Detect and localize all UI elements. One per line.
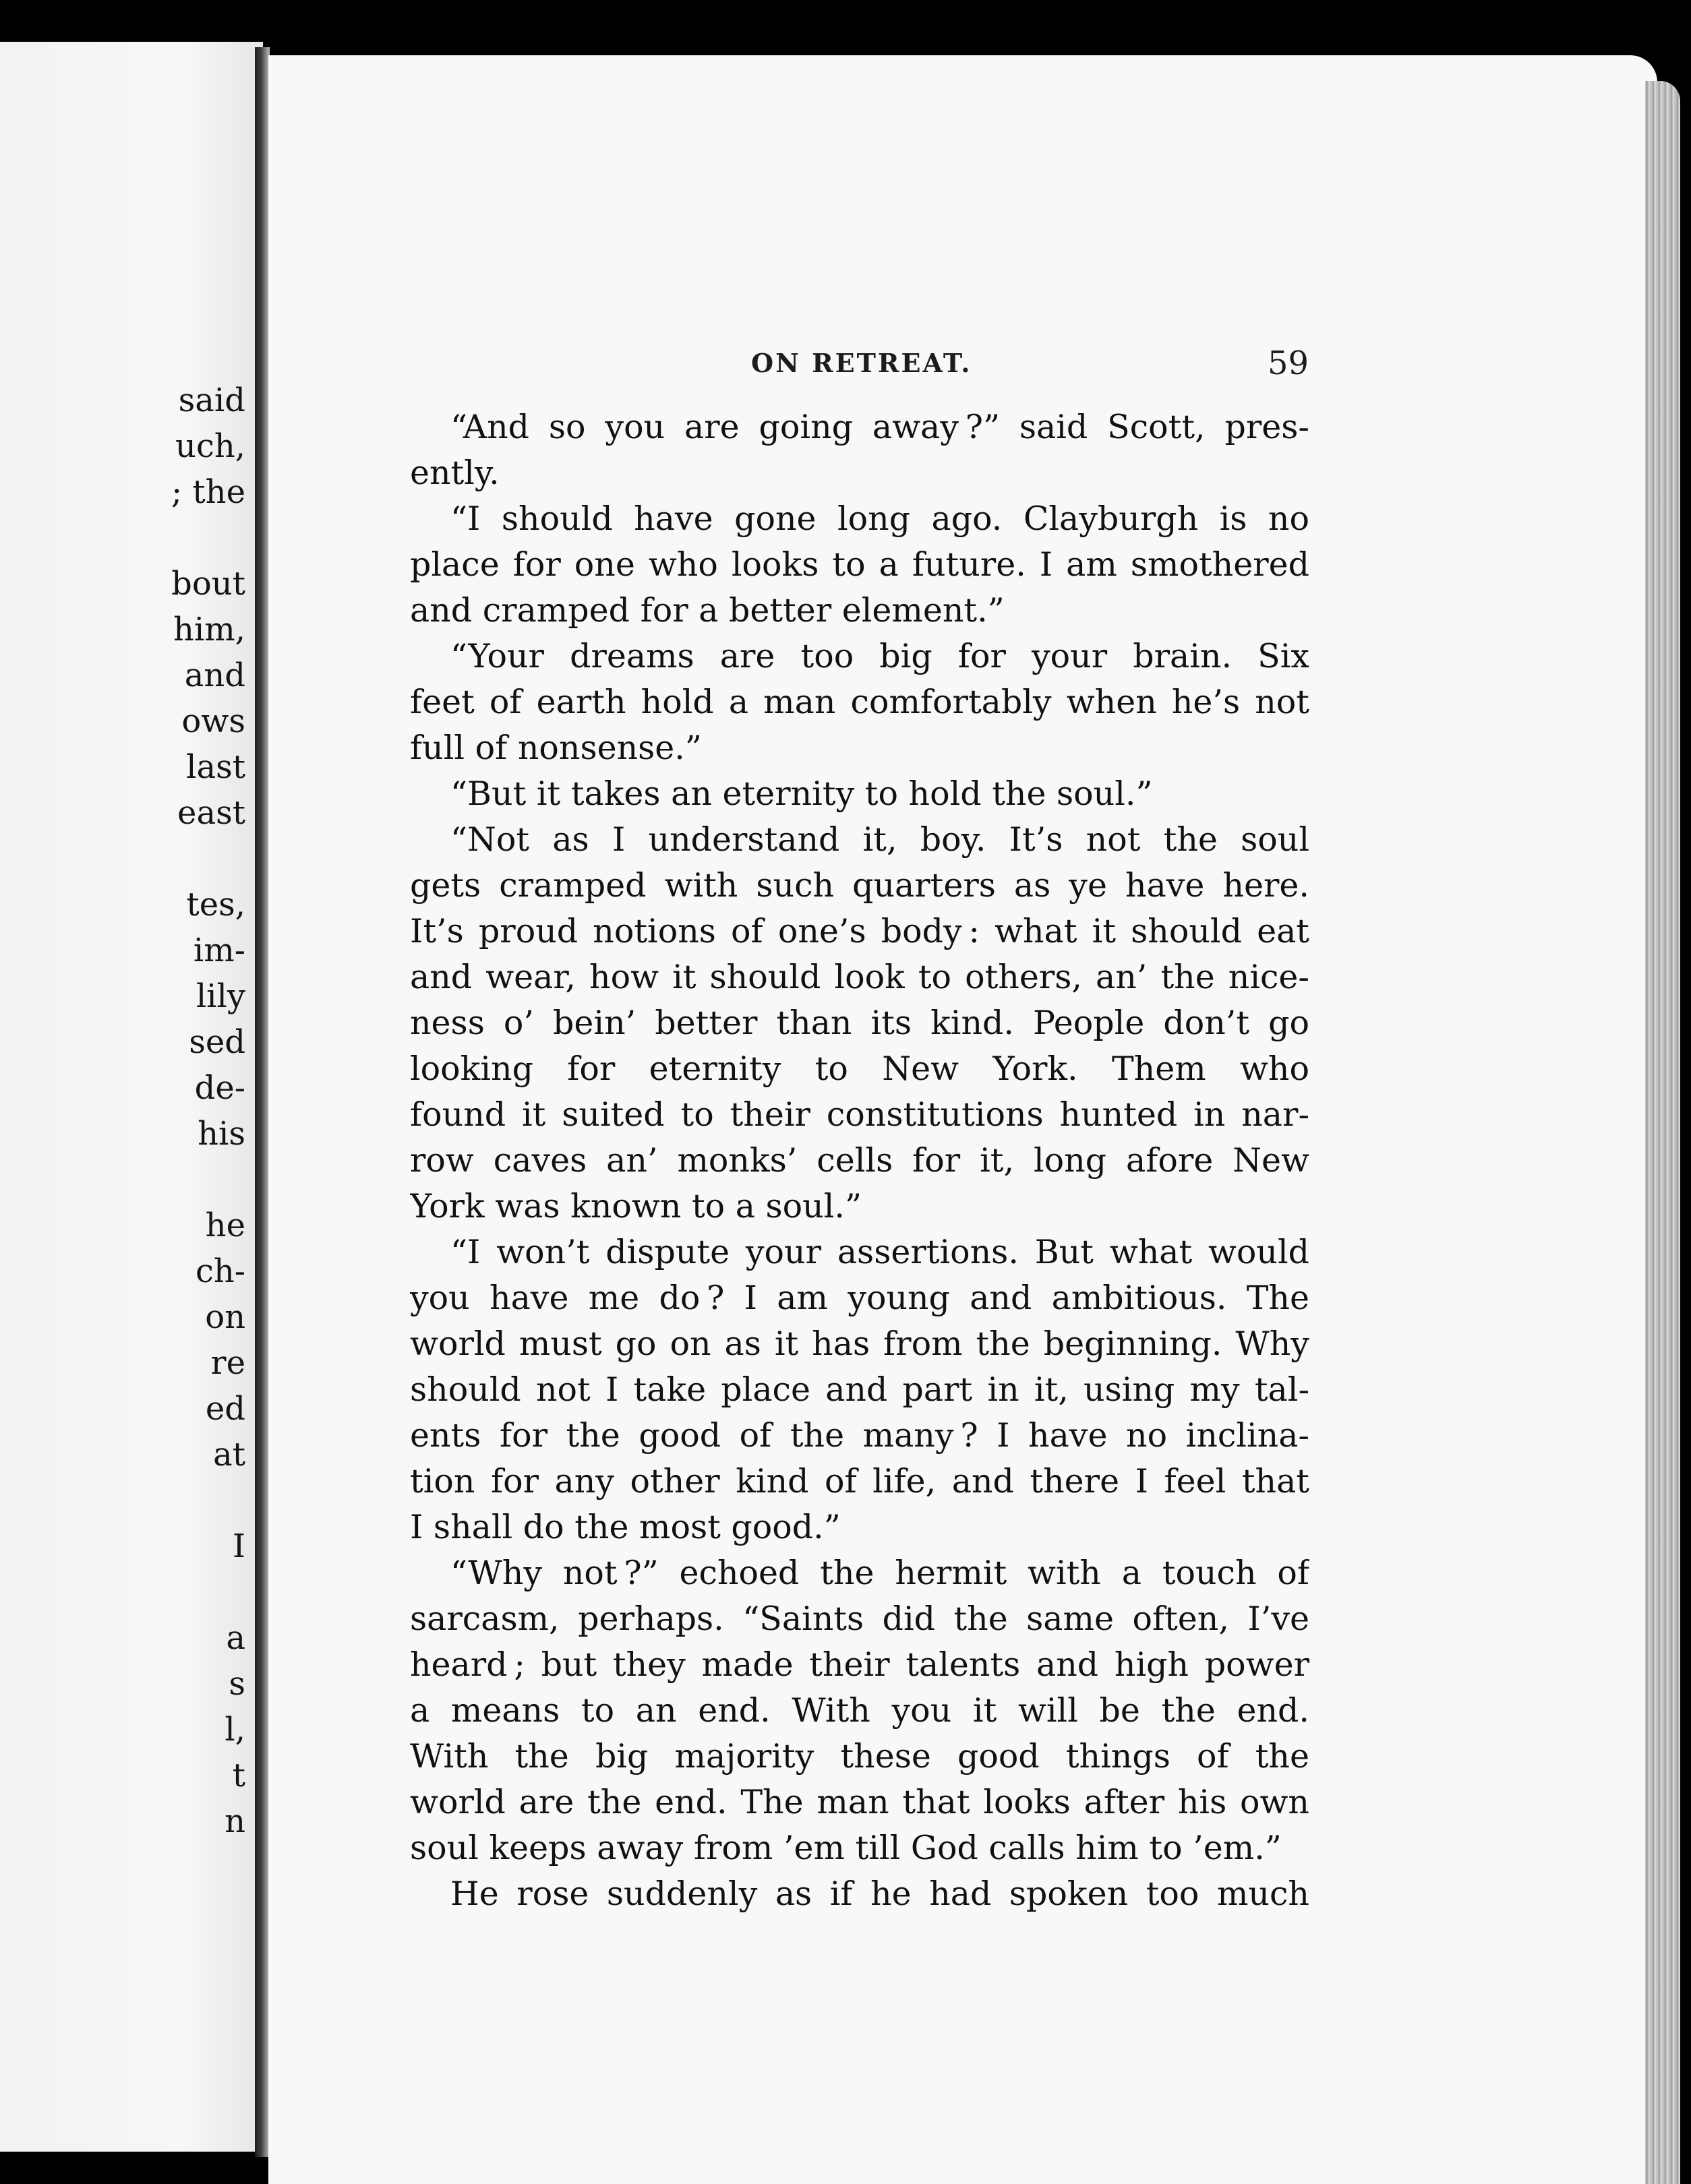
left-fragment [0,515,263,561]
text-line: gets cramped with such quarters as ye have here. [410,866,1309,905]
text-line: He rose suddenly as if he had spoken too much [450,1875,1309,1913]
left-fragment: ed [205,1390,245,1428]
left-facing-page [0,42,263,2152]
left-fragment: at [213,1436,245,1474]
left-fragment [0,836,263,882]
text-line: “Your dreams are too big for your brain. Six [450,637,1309,675]
text-line: “I should have gone long ago. Clayburgh is no [450,499,1309,538]
text-line: tion for any other kind of life, and there I feel that [410,1462,1309,1500]
left-fragment: tes, [186,886,245,923]
left-fragment: on [205,1298,245,1336]
left-fragment: bout [171,565,245,603]
running-head [268,340,1657,387]
left-fragment [0,1478,263,1523]
running-title: ON RETREAT. [751,348,972,378]
text-line: “But it takes an eternity to hold the soul.” [450,775,1153,813]
left-fragment: uch, [175,427,245,465]
text-line: soul keeps away from ’em till God calls him to ’em.” [410,1829,1282,1867]
left-fragment: re [210,1344,245,1382]
text-line: should not I take place and part in it, using my tal- [410,1370,1309,1409]
text-line: and cramped for a better element.” [410,591,1005,630]
text-line: found it suited to their constitutions hunted in nar- [410,1095,1309,1134]
text-line: a means to an end. With you it will be the end. [410,1691,1309,1730]
left-fragment: sed [189,1023,245,1061]
left-fragment: l, [225,1711,245,1749]
text-line: ness o’ bein’ better than its kind. People don’t go [410,1004,1309,1042]
page-number: 59 [1268,344,1309,382]
text-line: York was known to a soul.” [410,1187,862,1225]
page-edges [1645,81,1680,2184]
left-fragment: t [232,1757,245,1794]
left-fragment: said [178,382,245,419]
left-fragment: and [184,657,245,694]
left-fragment: I [233,1527,245,1565]
left-fragment: s [229,1665,245,1703]
left-fragment: a [226,1619,245,1657]
text-line: heard ; but they made their talents and high power [410,1645,1309,1684]
left-fragment: he [205,1207,245,1244]
text-line: and wear, how it should look to others, an’ the nice- [410,958,1309,996]
text-line: sarcasm, perhaps. “Saints did the same often, I’ve [410,1600,1309,1638]
text-line: world must go on as it has from the beginning. Why [410,1325,1309,1363]
text-line: It’s proud notions of one’s body : what it should eat [410,912,1309,950]
left-fragment [0,1569,263,1615]
left-fragment: lily [196,977,245,1015]
text-line: you have me do ? I am young and ambitious. The [410,1279,1309,1317]
right-page [268,55,1657,2184]
left-fragment: his [198,1115,245,1153]
text-line: “I won’t dispute your assertions. But what would [450,1233,1309,1271]
left-fragment [0,1157,263,1203]
book-gutter [255,47,270,2157]
left-fragment: him, [173,611,245,648]
text-line: “Why not ?” echoed the hermit with a touch of [450,1554,1309,1592]
text-line: I shall do the most good.” [410,1508,841,1546]
text-line: “And so you are going away ?” said Scott, pres- [450,408,1309,446]
text-line: row caves an’ monks’ cells for it, long afore New [410,1141,1309,1180]
left-fragment: last [186,748,245,786]
text-line: ently. [410,454,500,492]
body-text [410,404,1309,1917]
left-fragment: ows [181,702,245,740]
text-line: looking for eternity to New York. Them who [410,1050,1309,1088]
left-fragment: ch- [195,1252,245,1290]
left-fragment: ; the [171,473,245,511]
left-page-text-fragments [0,377,263,1844]
text-line: world are the end. The man that looks after his own [410,1783,1309,1821]
text-line: feet of earth hold a man comfortably when he’s not [410,683,1309,721]
text-line: place for one who looks to a future. I am smothered [410,545,1309,584]
left-fragment: im- [193,932,245,969]
text-line: ents for the good of the many ? I have no inclina- [410,1416,1309,1455]
text-line: With the big majority these good things of the [410,1737,1309,1776]
text-line: full of nonsense.” [410,729,702,767]
left-fragment: n [225,1802,245,1840]
left-fragment: de- [194,1069,245,1107]
left-fragment: east [177,794,245,832]
text-line: “Not as I understand it, boy. It’s not the soul [450,820,1309,859]
